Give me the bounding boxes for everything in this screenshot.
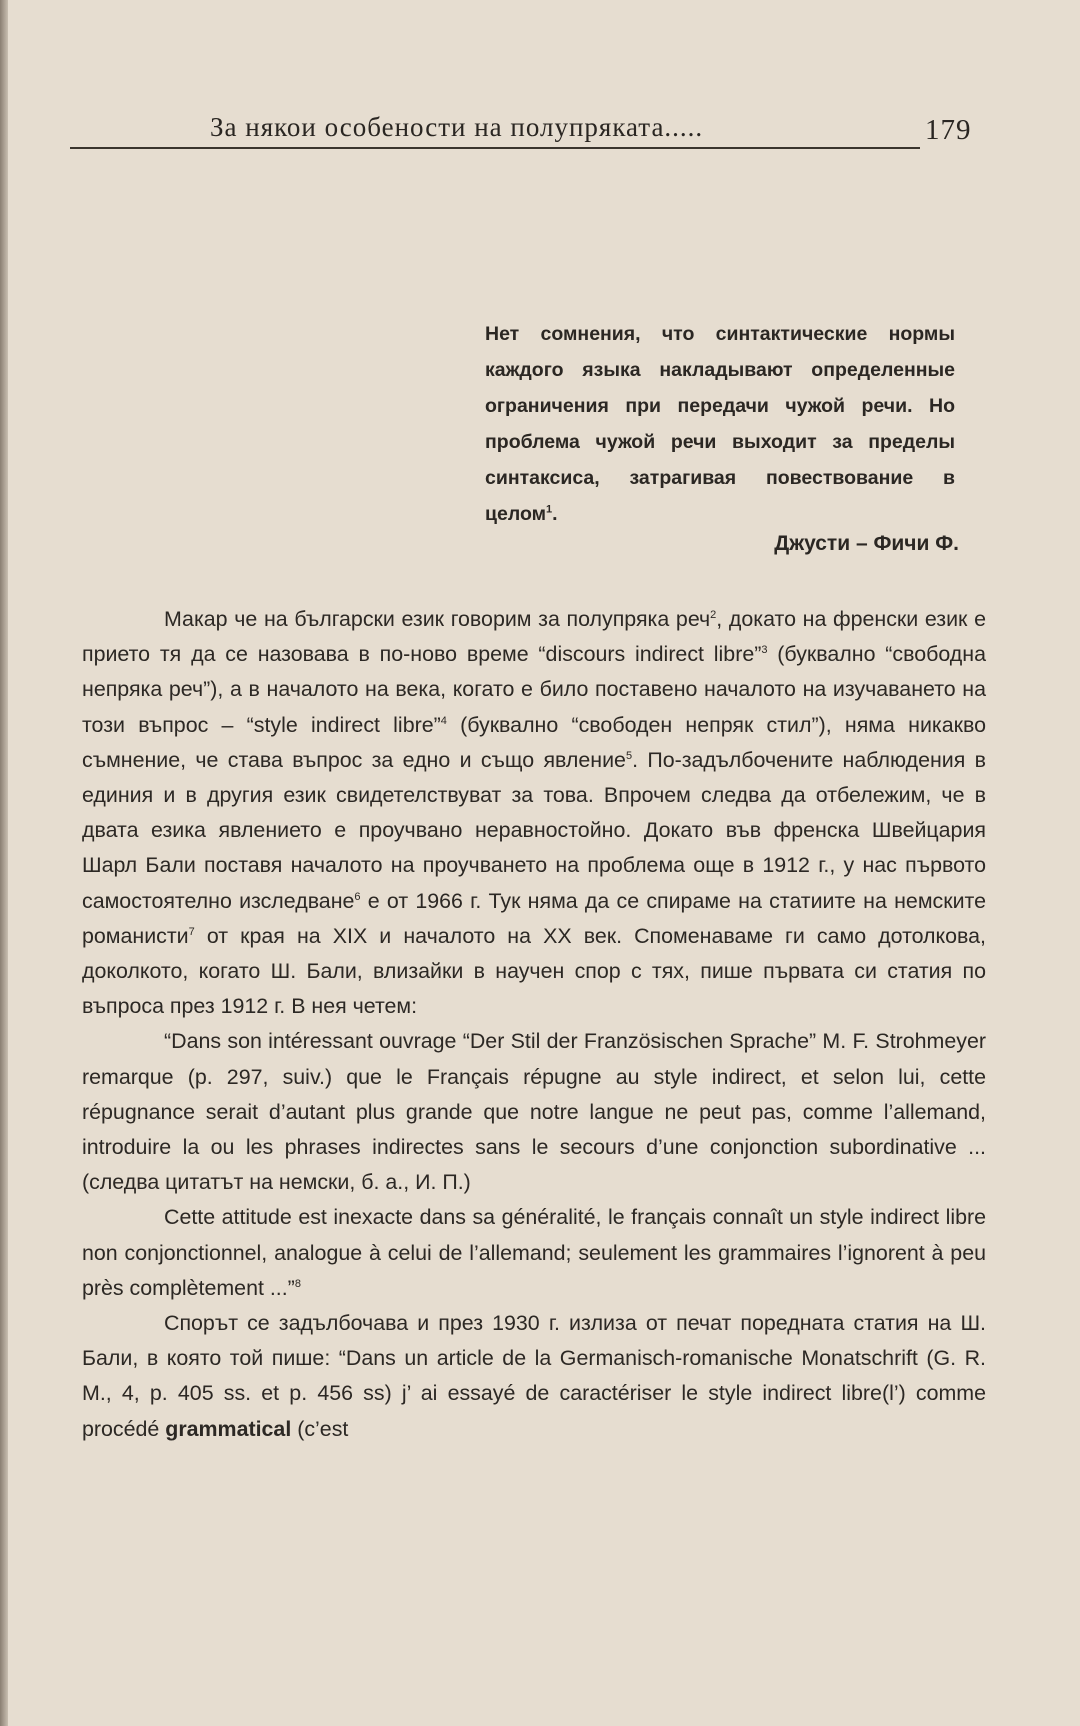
epigraph-text: Нет сомнения, что синтактические нормы каждого языка накладывают определенные ограничения при передачи чужой речи. Но проблема чужой речи выходит за пределы синтаксиса, затрагивая повествование в целом — [485, 323, 955, 525]
text-run: . По-задълбочените наблюдения в единия и в другия език свидетелствуват за това. Впрочем следва да отбележим, че в двата езика явлението е проучвано неравностойно. Докато във френска Швейцария Шарл Бали поставя началото на проучването на проблема още в 1912 г., у нас първото самостоятелно изследване — [82, 747, 986, 913]
footnote-ref-3: 3 — [761, 644, 768, 657]
footnote-ref-4: 4 — [440, 714, 447, 727]
page-number: 179 — [925, 114, 972, 146]
running-header — [70, 100, 980, 152]
paragraph-2 — [82, 1306, 986, 1447]
text-run: “Dans son intéressant ouvrage “Der Stil der Französischen Sprache” M. F. Strohmeyer remarque (p. 297, suiv.) que le Français répugne au style indirect, et selon lui, cette répugnance serait d’autant plus grande que notre langue ne peut pas, comme l’allemand, introduire la ou les phrases indirectes sans le secours d’une conjonction subordinative ... (следва цитатът на немски, б. а., И. П.) — [82, 1029, 986, 1195]
page-edge — [0, 0, 8, 1726]
paragraph-quote-1 — [82, 1024, 986, 1200]
main-text — [82, 602, 986, 1447]
text-run: Спорът се задълбочава и през 1930 г. излиза от печат поредната статия на Ш. Бали, в която той пише: “Dans un article de la Germanisch-romanische Monatschrift (G. R. M., 4, p. 405 ss. et p. 456 ss) j’ ai essayé de caractériser le style indirect libre(l’) comme procédé — [82, 1311, 986, 1441]
footnote-ref-6: 6 — [354, 890, 361, 903]
text-run: е от 1966 г. Тук няма да се спираме на статиите на немските романисти — [82, 888, 986, 948]
text-run: от края на XIX и началото на XX век. Споменаваме ги само дотолкова, доколкото, когато Ш. Бали, влизайки в научен спор с тях, пише първата си статия по въпроса през 1912 г. В нея четем: — [82, 923, 986, 1019]
footnote-ref-8: 8 — [294, 1277, 301, 1290]
header-rule — [70, 147, 920, 149]
text-run: Макар че на български език говорим за полупряка реч — [164, 607, 711, 631]
footnote-ref-7: 7 — [188, 925, 195, 938]
epigraph-author: Джусти – Фичи Ф. — [774, 532, 959, 555]
paragraph-quote-2 — [82, 1200, 986, 1306]
text-run: Cette attitude est inexacte dans sa généralité, le français connaît un style indirect libre non conjonctionnel, analogue à celui de l’allemand; seulement les grammaires l’ignorent à peu près complètement ...” — [82, 1205, 986, 1300]
running-title: За някои особености на полупряката..... — [210, 112, 704, 142]
text-run: (буквално “свободен непряк стил”), няма никакво съмнение, че става въпрос за едно и също явление — [82, 712, 986, 772]
paragraph-1 — [82, 602, 986, 1024]
footnote-ref-2: 2 — [710, 608, 717, 621]
text-run: , докато на френски език е прието тя да се назовава в по-ново време “discours indirect libre” — [82, 607, 986, 667]
text-run: (c’est — [291, 1416, 349, 1441]
footnote-ref-5: 5 — [625, 749, 633, 762]
bold-term: grammatical — [165, 1416, 292, 1441]
text-run: (буквално “свободна непряка реч”), а в началото на века, когато е било поставено началото на изучаването на този въпрос – “style indirect libre” — [82, 642, 986, 737]
epigraph-end: . — [552, 503, 558, 525]
footnote-ref-1: 1 — [546, 503, 553, 516]
epigraph-quote — [485, 316, 955, 532]
